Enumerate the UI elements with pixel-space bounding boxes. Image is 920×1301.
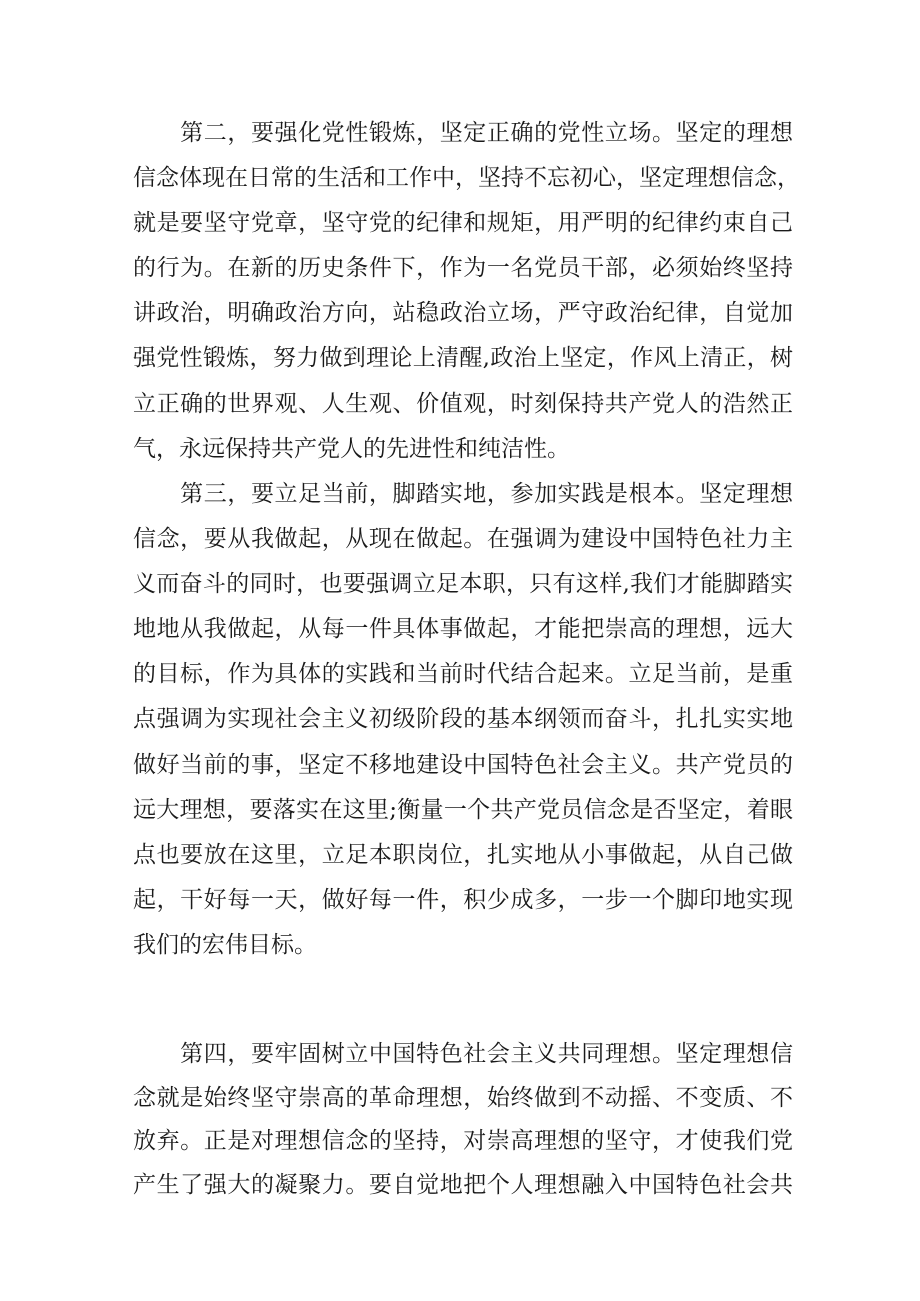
text-line: 信念体现在日常的生活和工作中，坚持不忘初心，坚定理想信念， xyxy=(133,165,800,192)
paragraph-fourth xyxy=(133,1033,793,1207)
text-line: 念就是始终坚守崇高的革命理想，始终做到不动摇、不变质、不 xyxy=(133,1084,793,1111)
text-line: 放弃。正是对理想信念的坚持，对崇高理想的坚守，才使我们党 xyxy=(133,1128,793,1154)
text-line: 地地从我做起，从每一件具体事做起，才能把崇高的理想，远大 xyxy=(133,616,793,643)
text-line: 气，永远保持共产党人的先进性和纯洁性。 xyxy=(133,435,570,462)
text-line: 就是要坚守党章，坚守党的纪律和规矩，用严明的纪律约束自己 xyxy=(133,210,793,237)
text-line: 起，干好每一天，做好每一件，积少成多，一步一个脚印地实现 xyxy=(133,886,793,913)
text-line: 讲政治，明确政治方向，站稳政治立场，严守政治纪律，自觉加 xyxy=(133,300,793,327)
text-line: 的行为。在新的历史条件下，作为一名党员干部，必须始终坚持 xyxy=(133,255,793,282)
text-line: 第二，要强化党性锻炼，坚定正确的党性立场。坚定的理想 xyxy=(133,120,793,146)
text-line: 远大理想，要落实在这里;衡量一个共产党员信念是否坚定，着眼 xyxy=(133,796,793,823)
text-line: 我们的宏伟目标。 xyxy=(133,931,317,958)
text-line: 的目标，作为具体的实践和当前时代结合起来。立足当前，是重 xyxy=(133,661,793,688)
text-line: 强党性锻炼，努力做到理论上清醒,政治上坚定，作风上清正，树 xyxy=(133,345,793,372)
text-line: 义而奋斗的同时，也要强调立足本职，只有这样,我们才能脚踏实 xyxy=(133,571,793,598)
paragraph-second xyxy=(133,111,800,472)
text-line: 点强调为实现社会主义初级阶段的基本纲领而奋斗，扎扎实实地 xyxy=(133,706,793,733)
text-line: 点也要放在这里，立足本职岗位，扎实地从小事做起，从自己做 xyxy=(133,841,793,868)
paragraph-third xyxy=(133,472,793,968)
text-line: 产生了强大的凝聚力。要自觉地把个人理想融入中国特色社会共 xyxy=(133,1171,793,1198)
text-line: 信念，要从我做起，从现在做起。在强调为建设中国特色社力主 xyxy=(133,526,793,553)
text-line: 第三，要立足当前，脚踏实地，参加实践是根本。坚定理想 xyxy=(133,481,793,507)
text-line: 做好当前的事，坚定不移地建设中国特色社会主义。共产党员的 xyxy=(133,751,793,778)
text-line: 第四，要牢固树立中国特色社会主义共同理想。坚定理想信 xyxy=(133,1041,793,1067)
text-line: 立正确的世界观、人生观、价值观，时刻保持共产党人的浩然正 xyxy=(133,390,793,417)
